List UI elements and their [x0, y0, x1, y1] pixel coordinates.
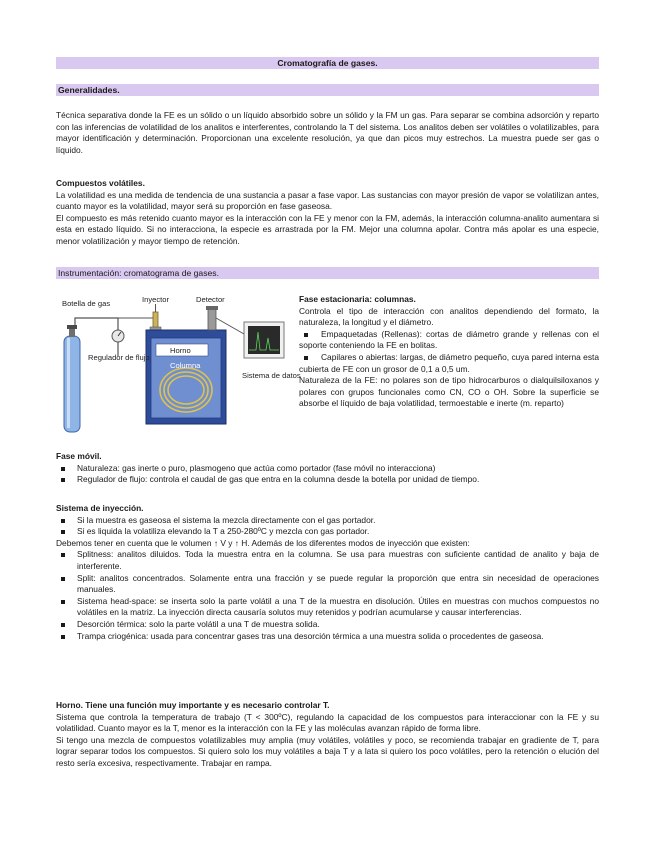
figure-label-sistema: Sistema de datos — [242, 371, 301, 380]
inyeccion-list-b — [56, 549, 599, 642]
horno-paragraph-2: Si tengo una mezcla de compuestos volatilizables muy amplia (muy volátiles, volátiles y poco, se recomienda trabajar en gradiente de T, para lograr separar todos los compuestos. Si quiero solo los muy volátiles a baja T y a lata si quiero los poco volátiles, pero la retención o elución del resto sería excesiva, respectivamente. Trabajar en rampa. — [56, 734, 599, 768]
list-item: Capilares o abiertas: largas, de diámetro pequeño, cuya pared interna esta cubierta de FE con un grosor de 0,1 a 0,5 um. — [299, 351, 599, 374]
fase-movil-list — [56, 463, 599, 486]
list-item: Sistema head-space: se inserta solo la parte volátil a una T de la muestra en disolución. Útiles en muestras con muchos compuestos no volátiles en la matriz. La inyección directa causaría solutos muy retenidos y podrían acumularse y causar interferencias. — [56, 596, 599, 619]
data-system-icon — [244, 322, 284, 358]
list-item: Si es liquida la volatiliza elevando la T a 250-280ºC y mezcla con gas portador. — [56, 526, 599, 538]
list-item: Desorción térmica: solo la parte volátil a una T de muestra solida. — [56, 619, 599, 631]
column-types-list — [299, 329, 599, 375]
inyeccion-section — [56, 503, 599, 642]
figure-label-inyector: Inyector — [142, 295, 170, 304]
compuestos-heading: Compuestos volátiles. — [56, 178, 145, 188]
generalidades-paragraph: Técnica separativa donde la FE es un sólido o un líquido absorbido sobre un sólido y la FM un gas. Para separar se combina adsorción y reparto con las inferencias de volatilidad de los analitos e interferentes, controlando la T del sistema. Los analitos deben ser volátiles o volatilizables, para mayor identificación y determinación. Proporcionan una excelente resolución, ya que dan picos muy estrechos. La muestra puede ser gas o líquido. — [56, 110, 599, 155]
fase-movil-heading: Fase móvil. — [56, 451, 102, 461]
inyeccion-list-a — [56, 515, 599, 538]
inyeccion-heading: Sistema de inyección. — [56, 503, 144, 513]
list-item: Regulador de flujo: controla el caudal de gas que entra en la columna desde la botella por unidad de tiempo. — [56, 474, 599, 486]
horno-paragraph-1: Sistema que controla la temperatura de trabajo (T < 300ºC), regulando la capacidad de los compuestos para interaccionar con la FE y su volatilidad. Cuanto mayor es la T, menor es la interacción con la FE y las moléculas avanzan rápido de forma libre. — [56, 711, 599, 734]
fase-estacionaria-heading: Fase estacionaria: columnas. — [299, 294, 416, 304]
gas-bottle-icon — [64, 325, 80, 432]
horno-heading: Horno. Tiene una función muy importante y es necesario controlar T. — [56, 700, 330, 710]
list-item: Splitness: analitos diluidos. Toda la muestra entra en la columna. Se usa para muestras con suficiente cantidad de analito y baja de interferente. — [56, 549, 599, 572]
fase-estacionaria-paragraph-1: Controla el tipo de interacción con analitos dependiendo del formato, la naturaleza, la longitud y el diámetro. — [299, 305, 599, 328]
flow-regulator-icon — [112, 330, 124, 342]
list-item: Trampa criogénica: usada para concentrar gases tras una desorción térmica a una muestra solida o procedentes de gaseosa. — [56, 631, 599, 643]
list-item: Empaquetadas (Rellenas): cortas de diámetro grande y rellenas con el soporte conteniendo la FE en bolitas. — [299, 328, 599, 351]
compuestos-paragraph-1: La volatilidad es una medida de tendencia de una sustancia a pasar a fase vapor. Las sustancias con mayor presión de vapor se volatilizan antes, cuanto mayor es la volatilidad, mayor será su proporción en fase gaseosa. — [56, 189, 599, 212]
figure-label-columna: Columna — [170, 361, 201, 370]
list-item: Naturaleza: gas inerte o puro, plasmogeno que actúa como portador (fase móvil no interacciona) — [56, 463, 599, 475]
generalidades-text — [56, 110, 599, 156]
fase-estacionaria-section — [299, 294, 599, 410]
list-item: Split: analitos concentrados. Solamente entra una fracción y se puede regular la proporción que entra sin necesidad de operaciones manuales. — [56, 573, 599, 596]
figure-label-horno: Horno — [170, 346, 191, 355]
page-title: Cromatografía de gases. — [56, 57, 599, 69]
figure-label-botella: Botella de gas — [62, 299, 111, 308]
compuestos-section — [56, 178, 599, 248]
oven-icon — [146, 330, 226, 424]
list-item: Si la muestra es gaseosa el sistema la mezcla directamente con el gas portador. — [56, 515, 599, 527]
section-heading-instrumentacion: Instrumentación: cromatograma de gases. — [56, 267, 599, 279]
horno-section — [56, 700, 599, 770]
figure-label-regulador: Regulador de flujo — [88, 353, 150, 362]
section-heading-generalidades: Generalidades. — [56, 84, 599, 96]
fase-estacionaria-paragraph-2: Naturaleza de la FE: no polares son de tipo hidrocarburos o dialquilsiloxanos y polares con grupos funcionales como CN, CO o OH. Sobre la superficie se absorbe el líquido de baja volatilidad, termoestable e inerte (m. reparto) — [299, 375, 599, 409]
figure-label-detector: Detector — [196, 295, 225, 304]
compuestos-paragraph-2: El compuesto es más retenido cuanto mayor es la interacción con la FE y menor con la FM, además, la interacción columna-analito aumentara si esta en estado líquido. Si no interacciona, la especie es arrastrada por la FM. Mejor una columna apolar. Contra más apolar es una especie, menor volatilización y mayor tiempo de retención. — [56, 212, 599, 246]
inyeccion-note: Debemos tener en cuenta que le volumen ↑ V y ↑ H. Además de los diferentes modos de inyección que existen: — [56, 537, 470, 548]
gas-chromatograph-diagram — [58, 294, 301, 436]
fase-movil-section — [56, 451, 599, 486]
